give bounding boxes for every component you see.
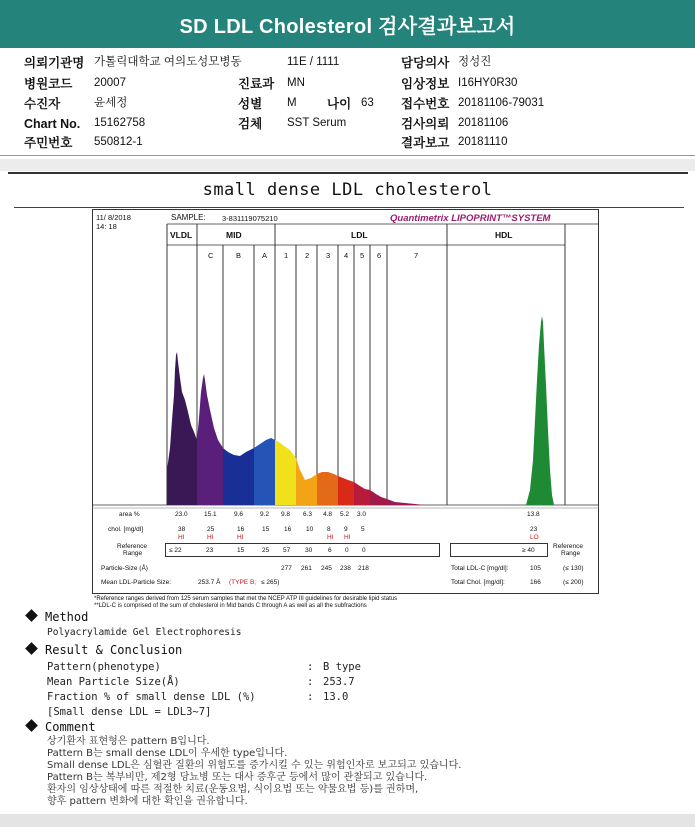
particle-value: 245	[321, 565, 332, 572]
area-value: 6.3	[303, 511, 313, 518]
hospital-code-row	[24, 77, 126, 91]
comment-line: 향후 pattern 변화에 대한 확인을 권유합니다.	[47, 796, 248, 807]
hi-flag: HI	[207, 534, 214, 541]
sample-value: 3-831119075210	[222, 214, 278, 223]
diamond-icon	[25, 719, 38, 732]
ref-right-1: Reference	[553, 543, 583, 550]
result-heading-text: Result & Conclusion	[45, 643, 183, 657]
band-label: 4	[344, 251, 349, 260]
hdl-chol-value: 23	[530, 526, 538, 533]
particle-value: 238	[340, 565, 351, 572]
particle-value: 218	[358, 565, 369, 572]
footnote: **LDL-C is comprised of the sum of cholesterol in Mid bands C through A as well as all the subfractions	[94, 603, 367, 609]
chart-value: 15162758	[94, 117, 146, 129]
request-value: 20181106	[458, 117, 509, 129]
comment-heading-text: Comment	[45, 720, 96, 734]
ref-right-2: Range	[561, 550, 581, 557]
total-ldl-label: Total LDL-C [mg/dl]:	[451, 565, 509, 572]
hdl-ref-value: ≥ 40	[522, 547, 535, 554]
receipt-label: 접수번호	[401, 97, 450, 111]
hdl-area-value: 13.8	[527, 511, 540, 518]
particle-value: 277	[281, 565, 292, 572]
mean-value: 253.7 Å	[198, 579, 221, 586]
band-label: 7	[414, 251, 419, 260]
sex-label: 성별	[238, 97, 263, 111]
region-vldl: VLDL	[170, 230, 193, 240]
hi-flag: HI	[327, 534, 334, 541]
patient-label: 수진자	[24, 97, 61, 111]
id-row	[24, 136, 143, 150]
region-mid: MID	[226, 230, 242, 240]
chol-value: 15	[262, 526, 270, 533]
area-value: 9.6	[234, 511, 244, 518]
chol-value: 25	[207, 526, 215, 533]
chol-value: 9	[344, 526, 348, 533]
chol-value: 16	[237, 526, 245, 533]
result-colon: :	[307, 676, 314, 688]
area-value: 9.8	[281, 511, 291, 518]
chol-value: 8	[327, 526, 331, 533]
total-chol-value: 166	[530, 579, 541, 586]
receipt-value: 20181106-79031	[458, 97, 545, 109]
mean-type: (TYPE B;	[229, 579, 257, 586]
diamond-icon	[25, 609, 38, 622]
total-ldl-value: 105	[530, 565, 541, 572]
dept-row	[238, 77, 305, 91]
ref-value: 0	[362, 547, 366, 554]
hi-flag: HI	[344, 534, 351, 541]
total-chol-ref: (≤ 200)	[563, 579, 584, 586]
method-heading-text: Method	[45, 610, 89, 624]
particle-value: 261	[301, 565, 312, 572]
chart-row	[24, 117, 146, 131]
total-ldl-ref: (≤ 130)	[563, 565, 584, 572]
area-value: 5.2	[340, 511, 350, 518]
ref-label-2: Range	[123, 550, 143, 557]
ref-value: ≤ 22	[169, 547, 182, 554]
id-value: 550812-1	[94, 136, 143, 148]
institution-row	[24, 56, 242, 70]
band-label: 3	[326, 251, 331, 260]
band-label: A	[262, 251, 268, 260]
patient-row	[24, 97, 128, 111]
result-value: 13.0	[323, 691, 349, 703]
result-note: [Small dense LDL = LDL3~7]	[47, 706, 212, 718]
ref-value: 25	[262, 547, 270, 554]
specimen-label: 검체	[238, 117, 263, 131]
result-heading	[27, 643, 182, 657]
comment-line: Pattern B는 small dense LDL이 우세한 type입니다.	[47, 748, 288, 759]
footnote: *Reference ranges derived from 125 serum samples that met the NCEP ATP III guidelines for desirable lipid status	[94, 596, 398, 602]
chart-title: small dense LDL cholesterol	[202, 180, 493, 200]
hospital-code-label: 병원코드	[24, 77, 73, 91]
report-label: 결과보고	[401, 136, 450, 150]
dept-label: 진료과	[238, 77, 275, 91]
receipt-row	[401, 97, 545, 111]
mean-label: Mean LDL-Particle Size:	[101, 579, 172, 586]
test-time: 14: 18	[96, 222, 117, 231]
result-colon: :	[307, 691, 314, 703]
sample-label: SAMPLE:	[171, 213, 206, 222]
band-label: 6	[377, 251, 382, 260]
lo-flag: LO	[530, 534, 539, 541]
hi-flag: HI	[237, 534, 244, 541]
institution-value: 가톨릭대학교 여의도성모병동	[94, 56, 242, 68]
result-label: Mean Particle Size(Å)	[47, 676, 180, 688]
hospital-code-value: 20007	[94, 77, 126, 89]
total-chol-label: Total Chol. [mg/dl]:	[451, 579, 505, 586]
area-row-label: area %	[119, 511, 140, 518]
mean-ref: ≤ 265)	[261, 579, 280, 586]
age-row	[327, 97, 374, 111]
ref-label-1: Reference	[117, 543, 147, 550]
region-hdl: HDL	[495, 230, 513, 240]
ref-value: 0	[345, 547, 349, 554]
test-date: 11/ 8/2018	[96, 213, 131, 222]
institution-label: 의뢰기관명	[24, 56, 85, 70]
gray-band	[0, 159, 695, 171]
comment-line: 환자의 임상상태에 따른 적절한 치료(운동요법, 식이요법 또는 약물요법 등)를 권하며,	[47, 784, 419, 795]
method-heading	[27, 610, 88, 624]
ref-value: 15	[237, 547, 245, 554]
clinical-label: 임상정보	[401, 77, 450, 91]
area-value: 4.8	[323, 511, 333, 518]
comment-line: Small dense LDL은 심혈관 질환의 위험도를 증가시킬 수 있는 위험인자로 보고되고 있습니다.	[47, 760, 462, 771]
report-value: 20181110	[458, 136, 508, 148]
ref-value: 30	[305, 547, 313, 554]
result-label: Fraction % of small dense LDL (%)	[47, 691, 256, 703]
band-label: 2	[305, 251, 310, 260]
report-title: SD LDL Cholesterol 검사결과보고서	[0, 0, 695, 48]
dept-value: MN	[287, 77, 305, 89]
comment-line: Pattern B는 복부비만, 제2형 당뇨병 또는 대사 증후군 등에서 많이 관찰되고 있습니다.	[47, 772, 428, 783]
chol-value: 16	[284, 526, 292, 533]
band-label: B	[236, 251, 242, 260]
area-value: 23.0	[175, 511, 188, 518]
divider	[0, 155, 695, 156]
comment-heading	[27, 720, 96, 734]
method-text: Polyacrylamide Gel Electrophoresis	[47, 627, 242, 638]
band-label: 5	[360, 251, 365, 260]
ref-value: 57	[283, 547, 291, 554]
lipoprint-brand: Quantimetrix LIPOPRINT™SYSTEM	[390, 213, 551, 224]
age-label: 나이	[327, 97, 352, 111]
area-value: 15.1	[204, 511, 217, 518]
sex-value: M	[287, 97, 297, 109]
age-value: 63	[361, 97, 374, 109]
request-row	[401, 117, 509, 131]
particle-label: Particle-Size (Å)	[101, 565, 148, 572]
ref-value: 6	[328, 547, 332, 554]
chol-value: 5	[361, 526, 365, 533]
doctor-label: 담당의사	[401, 56, 450, 70]
area-value: 9.2	[260, 511, 270, 518]
region-ldl: LDL	[351, 230, 368, 240]
result-label: Pattern(phenotype)	[47, 661, 161, 673]
comment-line: 상기환자 표현형은 pattern B입니다.	[47, 736, 210, 747]
request-label: 검사의뢰	[401, 117, 450, 131]
result-colon: :	[307, 661, 314, 673]
ref-value: 23	[206, 547, 214, 554]
chol-value: 10	[306, 526, 314, 533]
result-value: B type	[323, 661, 361, 673]
chol-row-label: chol. [mg/dl]	[108, 526, 144, 533]
hi-flag: HI	[178, 534, 185, 541]
ward-value: 11E / 1111	[287, 56, 340, 68]
clinical-value: I16HY0R30	[458, 77, 518, 89]
specimen-row	[238, 117, 347, 131]
diamond-icon	[25, 642, 38, 655]
chol-value: 38	[178, 526, 186, 533]
report-row	[401, 136, 508, 150]
patient-value: 윤세정	[94, 97, 128, 109]
band-label: C	[208, 251, 214, 260]
footer-bar	[0, 814, 695, 827]
id-label: 주민번호	[24, 136, 73, 150]
specimen-value: SST Serum	[287, 117, 347, 129]
result-value: 253.7	[323, 676, 355, 688]
clinical-row	[401, 77, 518, 91]
chart-label: Chart No.	[24, 117, 81, 131]
doctor-value: 정성진	[458, 56, 492, 68]
area-value: 3.0	[357, 511, 367, 518]
section-rule	[8, 172, 688, 174]
band-label: 1	[284, 251, 289, 260]
title-rule	[14, 207, 684, 208]
sex-row	[238, 97, 297, 111]
doctor-row	[401, 56, 492, 70]
